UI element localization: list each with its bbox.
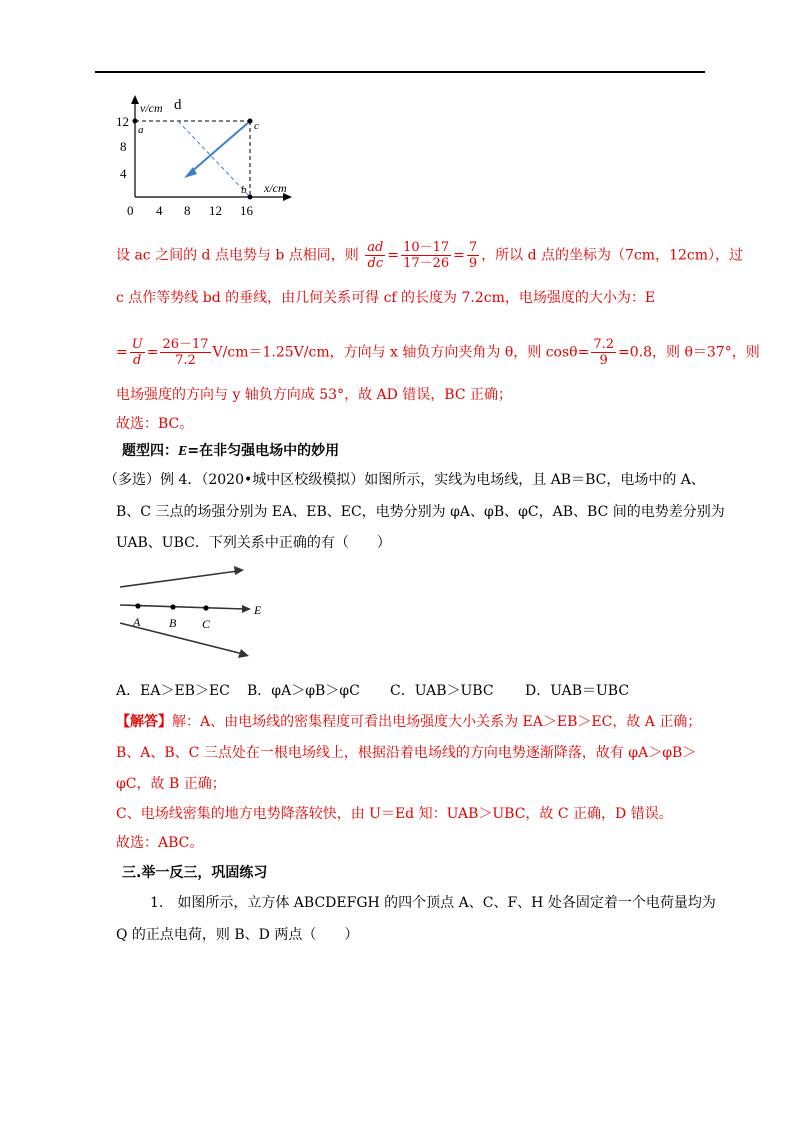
x-axis-label: x/cm [264,181,287,195]
section3-heading: 三.举一反三，巩固练习 [122,865,268,881]
solution1-line3: = $\frac{U}{d}$ = $\frac{26-17}{7.2}$ V/cm＝1.25V/cm，方向与 x 轴负方向夹角为 θ，则 cosθ= $\frac{7.2}{9}$ =0.8，则 θ＝37°，则 [116,337,760,368]
option-c: C．UAB＞UBC [390,683,494,699]
point-a-label: a [138,124,144,136]
question1-line1: 1. 如图所示，立方体 ABCDEFGH 的四个顶点 A、C、F、H 处各固定着一个电荷量均为 [150,895,716,911]
option-b: B．φA＞φB＞φC [247,683,360,699]
analysis-line3: φC，故 B 正确； [116,776,226,792]
analysis-line2: B、A、B、C 三点处在一根电场线上，根据沿着电场线的方向电势逐渐降落，故有 φA＞φB＞ [116,745,697,761]
header-rule [95,71,705,73]
label-A: A [133,615,141,629]
example4-line1: （多选）例 4．（2020•城中区校级模拟）如图所示，实线为电场线，且 AB＝BC，电场中的 A、 [104,472,705,488]
upper-arrow-head [234,566,244,575]
x-tick-8: 8 [184,203,191,218]
point-b-dot [248,195,253,200]
field-lines-diagram [112,562,272,662]
x-tick-4: 4 [156,203,163,218]
equipotential-dashed-line [178,121,250,197]
option-a: A．EA＞EB＞EC [116,683,230,699]
solution1-answer: 故选：BC。 [116,416,194,432]
example4-line3: UAB、UBC．下列关系中正确的有（ ） [116,535,391,551]
analysis-line1: 【解答】解：A、由电场线的密集程度可看出电场强度大小关系为 EA＞EB＞EC，故 A 正确； [116,714,702,730]
x-tick-12: 12 [209,203,222,218]
x-tick-16: 16 [240,203,253,218]
point-B-dot [170,604,175,609]
analysis-line4: C、电场线密集的地方电势降落较快，由 U＝Ed 知：UAB＞UBC，故 C 正确，D 错误。 [116,806,673,822]
point-a-dot [133,119,138,124]
analysis-tag: 【解答】 [116,714,172,730]
analysis-answer: 故选：ABC。 [116,835,204,851]
point-c-dot [248,119,253,124]
frac-ad-den: dc [367,256,384,271]
solution1-line2: c 点作等势线 bd 的垂线，由几何关系可得 cf 的长度为 7.2cm，电场强度的大小为：E [116,290,656,306]
y-tick-4: 4 [120,166,127,181]
point-d-label: d [174,97,182,113]
y-tick-12: 12 [116,114,129,129]
field-arrow-line [190,122,249,173]
point-A-dot [135,603,140,608]
point-c-label: c [254,120,259,132]
y-axis-arrow [131,95,139,104]
lower-arrow-head [238,649,249,658]
question1-line2: Q 的正点电荷，则 B、D 两点（ ） [116,927,359,943]
point-C-dot [203,605,208,610]
y-axis-label: v/cm [140,101,163,115]
label-E: E [254,603,262,617]
middle-arrow-head [242,605,251,613]
option-d: D．UAB＝UBC [525,683,630,699]
coordinate-graph [110,92,310,222]
point-b-label: b [241,184,247,196]
label-C: C [202,617,211,631]
y-tick-8: 8 [120,139,127,154]
type4-heading: 题型四：E=在非匀强电场中的妙用 [122,443,340,459]
upper-field-line [120,571,238,587]
example4-line2: B、C 三点的场强分别为 EA、EB、EC，电势分别为 φA、φB、φC，AB、BC 间的电势差分别为 [116,504,725,520]
label-B: B [169,616,177,630]
x-tick-0: 0 [127,203,134,218]
frac-ad-num: ad [367,240,384,255]
solution1-line1: 设 ac 之间的 d 点电势与 b 点相同，则 $\frac{ad}{dc}$ = $\frac{10-17}{17-26}$ = $\frac{7}{9}$ ，所以 d 点的坐标为（7cm，12cm），过 [116,240,744,271]
solution1-line4: 电场强度的方向与 y 轴负方向成 53°，故 AD 错误，BC 正确； [116,387,513,403]
